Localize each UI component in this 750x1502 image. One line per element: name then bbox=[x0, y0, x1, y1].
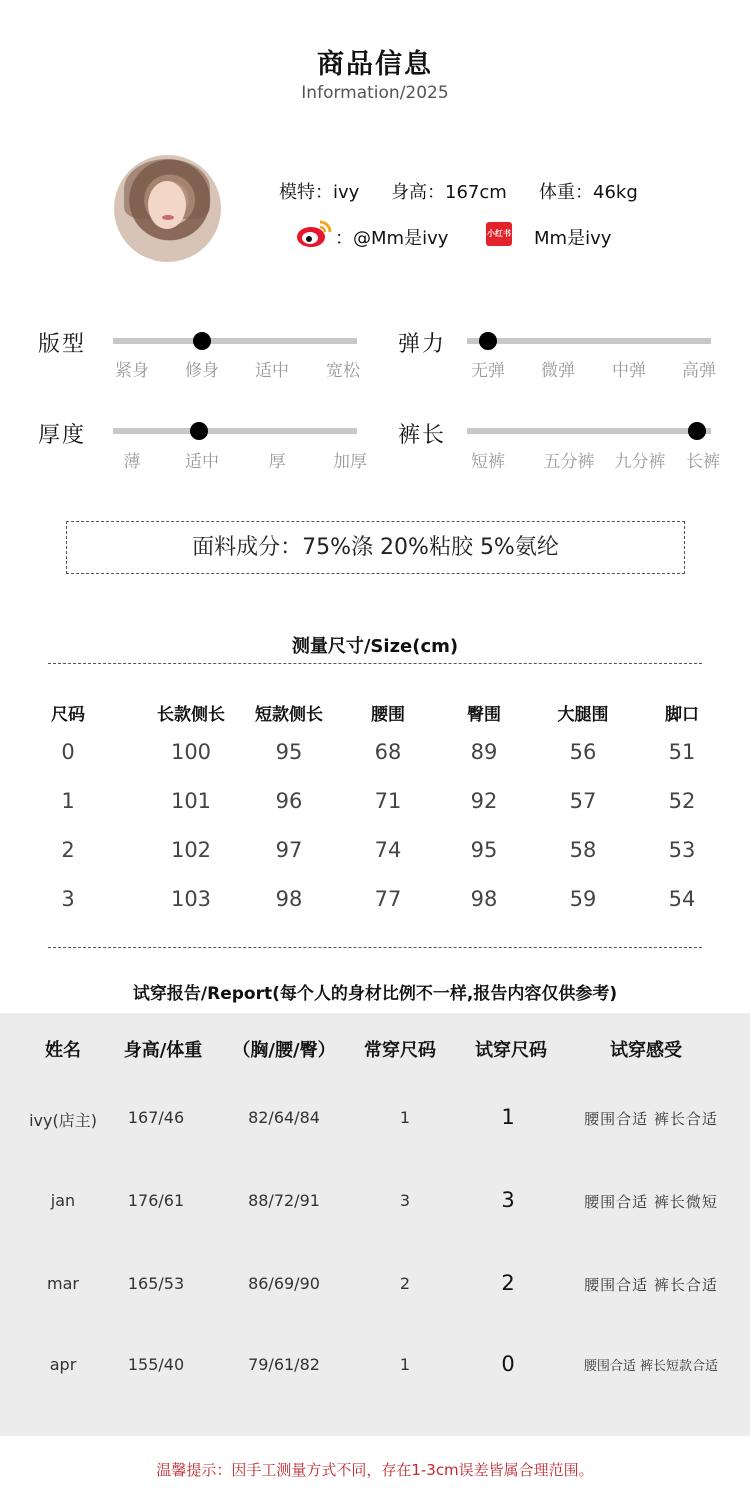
size-row bbox=[0, 887, 750, 927]
scale-tick-label: 中弹 bbox=[612, 361, 646, 381]
scale-track bbox=[467, 428, 711, 434]
size-cell: 58 bbox=[569, 838, 597, 862]
report-cell: apr bbox=[49, 1355, 77, 1374]
scale-track bbox=[467, 338, 711, 344]
report-cell: 腰围合适 裤长短款合适 bbox=[583, 1359, 719, 1374]
report-cell: 165/53 bbox=[127, 1274, 185, 1293]
size-cell: 2 bbox=[61, 838, 75, 862]
report-cell: 155/40 bbox=[127, 1355, 185, 1374]
size-row bbox=[0, 838, 750, 878]
report-header-cell: 身高/体重 bbox=[123, 1040, 203, 1061]
report-header-cell: 试穿感受 bbox=[610, 1040, 682, 1061]
page-subtitle: Information/2025 bbox=[301, 83, 449, 103]
size-header-cell: 长款侧长 bbox=[157, 705, 225, 725]
size-header-cell: 臀围 bbox=[467, 705, 501, 725]
report-cell: mar bbox=[47, 1274, 79, 1293]
size-cell: 53 bbox=[668, 838, 696, 862]
scale-tick-label: 宽松 bbox=[326, 361, 360, 381]
xiaohongshu-icon: 小红书 bbox=[486, 222, 512, 246]
size-header-cell: 尺码 bbox=[51, 705, 85, 725]
scale-label: 弹力 bbox=[398, 332, 447, 357]
size-cell: 101 bbox=[170, 789, 212, 813]
report-header-cell: 常穿尺码 bbox=[364, 1040, 436, 1061]
report-cell: 82/64/84 bbox=[248, 1108, 320, 1127]
model-weight: 体重：46kg bbox=[539, 182, 638, 203]
size-header-cell: 短款侧长 bbox=[255, 705, 323, 725]
size-cell: 97 bbox=[275, 838, 303, 862]
size-header-cell: 大腿围 bbox=[557, 705, 609, 725]
report-cell: 0 bbox=[501, 1352, 515, 1376]
report-cell: 79/61/82 bbox=[248, 1355, 320, 1374]
size-cell: 54 bbox=[668, 887, 696, 911]
scale-tick-label: 适中 bbox=[185, 452, 219, 472]
scale-indicator-dot bbox=[688, 422, 706, 440]
report-cell: 1 bbox=[501, 1105, 515, 1129]
size-cell: 77 bbox=[374, 887, 402, 911]
report-table bbox=[0, 1013, 750, 1436]
xiaohongshu-handle[interactable]: Mm是ivy bbox=[534, 228, 612, 249]
weibo-icon bbox=[296, 219, 332, 249]
size-chart-title: 测量尺寸/Size(cm) bbox=[291, 636, 459, 657]
scale-tick-label: 紧身 bbox=[115, 361, 149, 381]
size-cell: 89 bbox=[470, 740, 498, 764]
size-cell: 103 bbox=[170, 887, 212, 911]
measurement-tip: 温馨提示：因手工测量方式不同，存在1-3cm误差皆属合理范围。 bbox=[156, 1461, 594, 1479]
report-cell: 1 bbox=[399, 1108, 411, 1127]
size-cell: 0 bbox=[61, 740, 75, 764]
report-cell: jan bbox=[50, 1191, 76, 1210]
scale-track bbox=[113, 428, 357, 434]
divider bbox=[48, 663, 702, 664]
scale-label: 版型 bbox=[38, 332, 87, 357]
report-cell: 腰围合适 裤长合适 bbox=[584, 1110, 718, 1128]
size-cell: 3 bbox=[61, 887, 75, 911]
model-name: 模特：ivy bbox=[279, 182, 360, 203]
size-cell: 74 bbox=[374, 838, 402, 862]
size-header-cell: 脚口 bbox=[665, 705, 699, 725]
scale-tick-label: 修身 bbox=[185, 361, 219, 381]
report-cell: 167/46 bbox=[127, 1108, 185, 1127]
scale-tick-label: 高弹 bbox=[682, 361, 716, 381]
scale-tick-label: 长裤 bbox=[686, 452, 720, 472]
size-cell: 98 bbox=[275, 887, 303, 911]
report-header-cell: 姓名 bbox=[45, 1040, 81, 1061]
size-cell: 92 bbox=[470, 789, 498, 813]
report-cell: 3 bbox=[501, 1188, 515, 1212]
report-cell: 2 bbox=[399, 1274, 411, 1293]
size-cell: 71 bbox=[374, 789, 402, 813]
weibo-handle[interactable]: ：@Mm是ivy bbox=[335, 228, 449, 249]
scale-label: 裤长 bbox=[398, 423, 447, 448]
size-cell: 51 bbox=[668, 740, 696, 764]
size-cell: 96 bbox=[275, 789, 303, 813]
fabric-composition: 面料成分：75%涤 20%粘胶 5%氨纶 bbox=[66, 521, 685, 574]
report-title: 试穿报告/Report(每个人的身材比例不一样,报告内容仅供参考) bbox=[132, 984, 618, 1004]
scale-indicator-dot bbox=[479, 332, 497, 350]
size-cell: 100 bbox=[170, 740, 212, 764]
size-cell: 57 bbox=[569, 789, 597, 813]
size-header-cell: 腰围 bbox=[371, 705, 405, 725]
size-cell: 95 bbox=[470, 838, 498, 862]
scale-tick-label: 短裤 bbox=[471, 452, 505, 472]
size-cell: 59 bbox=[569, 887, 597, 911]
size-cell: 98 bbox=[470, 887, 498, 911]
report-header-cell: （胸/腰/臀） bbox=[232, 1040, 336, 1061]
report-cell: 1 bbox=[399, 1355, 411, 1374]
scale-indicator-dot bbox=[190, 422, 208, 440]
scale-tick-label: 五分裤 bbox=[543, 452, 595, 472]
scale-tick-label: 微弹 bbox=[541, 361, 575, 381]
report-header-cell: 试穿尺码 bbox=[475, 1040, 547, 1061]
size-cell: 95 bbox=[275, 740, 303, 764]
scale-tick-label: 九分裤 bbox=[614, 452, 666, 472]
scale-tick-label: 加厚 bbox=[333, 452, 367, 472]
size-cell: 52 bbox=[668, 789, 696, 813]
scale-tick-label: 厚 bbox=[268, 452, 286, 472]
scale-tick-label: 薄 bbox=[123, 452, 141, 472]
scale-tick-label: 无弹 bbox=[471, 361, 505, 381]
report-cell: 86/69/90 bbox=[248, 1274, 320, 1293]
scale-indicator-dot bbox=[193, 332, 211, 350]
report-cell: 88/72/91 bbox=[248, 1191, 320, 1210]
size-row bbox=[0, 789, 750, 829]
scale-label: 厚度 bbox=[38, 423, 87, 448]
model-avatar bbox=[114, 155, 221, 262]
report-cell: ivy(店主) bbox=[29, 1111, 97, 1130]
report-cell: 176/61 bbox=[127, 1191, 185, 1210]
divider bbox=[48, 947, 702, 948]
scale-track bbox=[113, 338, 357, 344]
report-cell: 2 bbox=[501, 1271, 515, 1295]
report-cell: 腰围合适 裤长微短 bbox=[584, 1193, 718, 1211]
size-cell: 1 bbox=[61, 789, 75, 813]
size-cell: 56 bbox=[569, 740, 597, 764]
size-cell: 102 bbox=[170, 838, 212, 862]
scale-tick-label: 适中 bbox=[255, 361, 289, 381]
report-cell: 腰围合适 裤长合适 bbox=[584, 1276, 718, 1294]
page-title: 商品信息 bbox=[317, 49, 433, 80]
report-cell: 3 bbox=[399, 1191, 411, 1210]
size-cell: 68 bbox=[374, 740, 402, 764]
size-header-row bbox=[0, 700, 750, 740]
size-row bbox=[0, 740, 750, 780]
model-height: 身高：167cm bbox=[391, 182, 507, 203]
